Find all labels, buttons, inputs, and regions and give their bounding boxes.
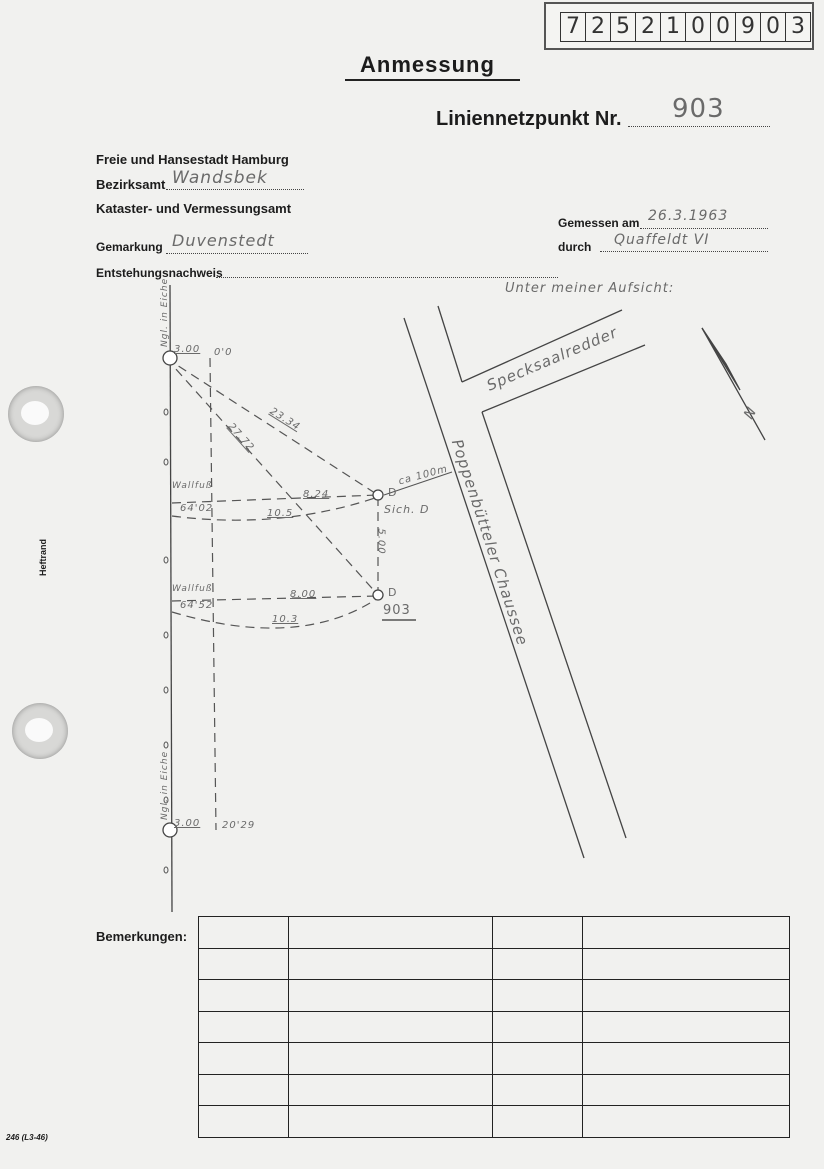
point-number-value: 903: [672, 94, 725, 124]
dim-5-00: 5.00: [375, 528, 387, 555]
street-label-poppenbuettel: Poppenbütteler Chaussee: [447, 437, 532, 649]
footer-code: 246 (L3-46): [6, 1133, 48, 1142]
dim-8-24: 8.24: [303, 489, 330, 500]
form-digit: 0: [685, 12, 710, 42]
bezirksamt-label: Bezirksamt: [96, 177, 166, 192]
north-arrow-shaft: [702, 328, 765, 440]
street-poppenbuettel-right: [482, 412, 626, 838]
table-row: [199, 980, 790, 1012]
measured-by-label: durch: [558, 240, 592, 254]
sich-d-label: Sich. D: [384, 503, 430, 516]
station-20-29: 20'29: [222, 820, 256, 831]
dim-8-00: 8.00: [290, 589, 317, 600]
measured-date-label: Gemessen am: [558, 216, 640, 230]
ca-100m-label: ca 100m: [397, 463, 450, 488]
baseline: [170, 285, 172, 912]
street-label-specksaal: Specksaalredder: [484, 323, 621, 395]
measured-by-value: Quaffeldt VI: [614, 232, 710, 248]
baseline-mark: [164, 557, 168, 563]
dim-27-72: 27.72: [225, 421, 257, 454]
table-row: [199, 917, 790, 949]
form-digit: 2: [585, 12, 610, 42]
baseline-mark: [164, 742, 168, 748]
supervision-note: Unter meiner Aufsicht:: [505, 281, 675, 296]
form-digit: 9: [735, 12, 760, 42]
form-digit: 3: [785, 12, 811, 42]
remarks-table: [198, 916, 790, 1138]
dim-bottom-3-00: 3.00: [174, 818, 201, 829]
dim-line-27-72: [166, 358, 378, 595]
bezirksamt-value: Wandsbek: [172, 168, 268, 188]
gemarkung-label: Gemarkung: [96, 240, 163, 254]
authority-line-3: Kataster- und Vermessungsamt: [96, 201, 292, 216]
marker-sich-d: [373, 490, 383, 500]
wallfuss-label-2: Wallfuß: [172, 584, 213, 594]
point-number-label: Liniennetzpunkt Nr.: [436, 108, 622, 130]
station-64-52: 64'52: [180, 600, 214, 611]
marker-d-label-1: D: [388, 486, 398, 499]
baseline-mark: [164, 459, 168, 465]
form-digit: 1: [660, 12, 685, 42]
table-row: [199, 1011, 790, 1043]
heftrand-label: Heftrand: [38, 538, 48, 576]
baseline-top-label: Ngl. in Eiche: [160, 277, 170, 347]
marker-d-label-2: D: [388, 586, 398, 599]
form-digit: 0: [710, 12, 735, 42]
baseline-mark: [164, 632, 168, 638]
measured-date-value: 26.3.1963: [648, 208, 729, 224]
form-digit: 7: [560, 12, 585, 42]
dim-line-23-34: [166, 358, 378, 495]
baseline-mark: [164, 409, 168, 415]
table-row: [199, 1043, 790, 1075]
marker-903: [373, 590, 383, 600]
offset-line-top: [210, 358, 216, 830]
wallfuss-label-1: Wallfuß: [172, 481, 213, 491]
form-digit: 2: [635, 12, 660, 42]
street-specksaal-top: [438, 306, 462, 382]
point-903-label: 903: [383, 603, 411, 618]
page-title: Anmessung: [360, 52, 495, 77]
form-digit: 5: [610, 12, 635, 42]
gemarkung-value: Duvenstedt: [172, 231, 275, 250]
street-poppenbuettel-left: [404, 318, 584, 858]
dim-line-8-24: [172, 495, 378, 503]
baseline-mark: [164, 867, 168, 873]
remarks-label: Bemerkungen:: [96, 929, 188, 944]
baseline-bottom-label: Ngl. in Eiche: [160, 750, 170, 820]
table-row: [199, 1074, 790, 1106]
dim-23-34: 23.34: [267, 405, 302, 434]
north-label: N: [740, 404, 761, 422]
dim-10-5: 10.5: [267, 508, 294, 519]
table-row: [199, 1106, 790, 1138]
form-digit: 0: [760, 12, 785, 42]
entstehung-label: Entstehungsnachweis: [96, 266, 223, 280]
dim-zero: 0'0: [214, 347, 233, 358]
table-row: [199, 948, 790, 980]
dim-top-3-00: 3.00: [174, 344, 201, 355]
authority-line-1: Freie und Hansestadt Hamburg: [96, 152, 289, 167]
dim-10-3: 10.3: [272, 614, 299, 625]
north-arrow-head: [702, 328, 740, 390]
baseline-mark: [164, 687, 168, 693]
station-64-02: 64'02: [180, 503, 214, 514]
